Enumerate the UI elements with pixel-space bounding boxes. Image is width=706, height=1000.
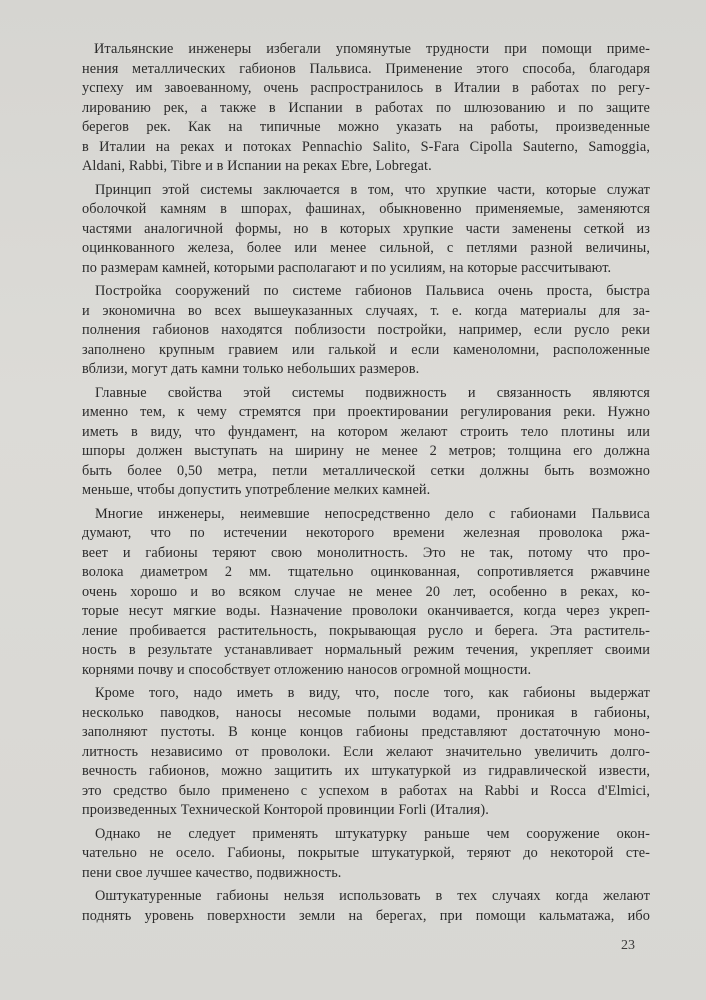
text-line: чательно не осело. Габионы, покрытые штукатуркой, теряют до некоторой сте- xyxy=(82,845,650,861)
paragraph xyxy=(82,384,650,501)
text-line: Итальянские инженеры избегали упомянутые трудности при помощи приме- xyxy=(94,41,650,57)
text-line: пени свое лучшее качество, подвижность. xyxy=(82,864,342,881)
text-line: поднять уровень поверхности земли на берегах, при помощи кальматажа, ибо xyxy=(82,907,650,924)
text-line: берегов рек. Как на типичные можно указать на работы, произведенные xyxy=(82,119,650,135)
text-line: лированию рек, а также в Испании в работах по шлюзованию и по защите xyxy=(82,99,650,116)
text-line: произведенных Технической Конторой провинции Forli (Италия). xyxy=(82,802,489,818)
text-line: и экономична во всех вышеуказанных случаях, т. е. когда материалы для за- xyxy=(82,302,650,319)
text-line: Принцип этой системы заключается в том, что хрупкие части, которые служат xyxy=(95,181,650,198)
text-line: ление пробивается растительность, покрывающая русло и берега. Эта раститель- xyxy=(82,622,650,639)
paragraph xyxy=(82,825,650,884)
text-line: заполнено крупным гравием или галькой и если каменоломни, расположенные xyxy=(82,341,650,358)
text-line: это средство было применено с успехом в работах на Rabbi и Rocca d'Elmici, xyxy=(82,782,650,799)
text-line: заполняют пустоты. В конце концов габионы представляют достаточную моно- xyxy=(82,724,650,740)
text-line: вечность габионов, можно защитить их штукатуркой из гидравлической извести, xyxy=(82,763,650,779)
paragraph xyxy=(82,684,650,821)
paragraph xyxy=(82,505,650,681)
text-line: веет и габионы теряют свою монолитность. Это не так, потому что про- xyxy=(82,544,650,561)
text-line: успеху им завоеванному, очень распространилось в Италии в работах по регу- xyxy=(82,80,650,96)
text-line: меньше, чтобы допустить употребление мелких камней. xyxy=(82,482,431,498)
page-number: 23 xyxy=(621,938,635,953)
text-line: частями аналогичной формы, но в которых хрупкие части заменены сеткой из xyxy=(82,220,650,237)
text-line: иметь в виду, что фундамент, на котором желают строить тело плотины или xyxy=(82,423,650,440)
text-line: оцинкованного железа, более или менее сильной, с петлями разной величины, xyxy=(82,240,650,256)
text-line: Оштукатуренные габионы нельзя использовать в тех случаях когда желают xyxy=(95,888,650,904)
text-line: волока диаметром 2 мм. тщательно оцинкованная, сопротивляется ржавчине xyxy=(82,564,650,580)
text-line: полнения габионов находятся поблизости постройки, например, если русло реки xyxy=(82,322,650,338)
text-line: Многие инженеры, неимевшие непосредственно дело с габионами Пальвиса xyxy=(95,505,650,522)
text-line: торые несут мягкие воды. Назначение проволоки оканчивается, когда через укреп- xyxy=(82,603,650,619)
text-line: литность независимо от проволоки. Если желают значительно увеличить долго- xyxy=(82,743,650,760)
page-body xyxy=(82,40,650,930)
paragraph xyxy=(82,40,650,177)
text-line: в Италии на реках и потоках Pennachio Salito, S-Fara Cipolla Sauterno, Samoggia, xyxy=(82,138,650,155)
paragraph xyxy=(82,181,650,279)
text-line: именно тем, к чему стремятся при проектировании регулирования реки. Нужно xyxy=(82,404,650,420)
text-line: Постройка сооружений по системе габионов Пальвиса очень проста, быстра xyxy=(95,283,650,299)
text-line: быть более 0,50 метра, петли металлической сетки должны быть возможно xyxy=(82,462,650,479)
text-line: вблизи, могут дать камни только небольших размеров. xyxy=(82,361,420,377)
text-line: несколько паводков, наносы несомые полыми водами, проникая в габионы, xyxy=(82,704,650,721)
text-line: Кроме того, надо иметь в виду, что, после того, как габионы выдержат xyxy=(95,685,650,701)
paragraph xyxy=(82,282,650,380)
text-line: Главные свойства этой системы подвижность и связанность являются xyxy=(95,384,650,401)
text-line: Однако не следует применять штукатурку раньше чем сооружение окон- xyxy=(95,825,650,842)
text-line: Aldani, Rabbi, Tibre и в Испании на реках Ebre, Lobregat. xyxy=(82,158,432,174)
text-line: шпоры должен выступать на ширину не менее 2 метров; толщина его должна xyxy=(82,443,650,459)
text-line: очень хорошо и во всяком случае не менее 20 лет, особенно в реках, ко- xyxy=(82,583,650,600)
text-line: корнями почву и способствует отложению наносов огромной мощности. xyxy=(82,661,532,678)
text-line: думают, что по истечении некоторого времени железная проволока ржа- xyxy=(82,525,650,541)
text-line: нения металлических габионов Пальвиса. Применение этого способа, благодаря xyxy=(82,60,650,77)
paragraph xyxy=(82,887,650,926)
text-line: оболочкой камням в шпорах, фашинах, обыкновенно применяемые, заменяются xyxy=(82,201,650,217)
text-line: ность в результате устанавливает нормальный режим течения, укрепляет своими xyxy=(82,642,650,658)
text-line: по размерам камней, которыми располагают и по усилиям, на которые рассчитывают. xyxy=(82,259,612,276)
